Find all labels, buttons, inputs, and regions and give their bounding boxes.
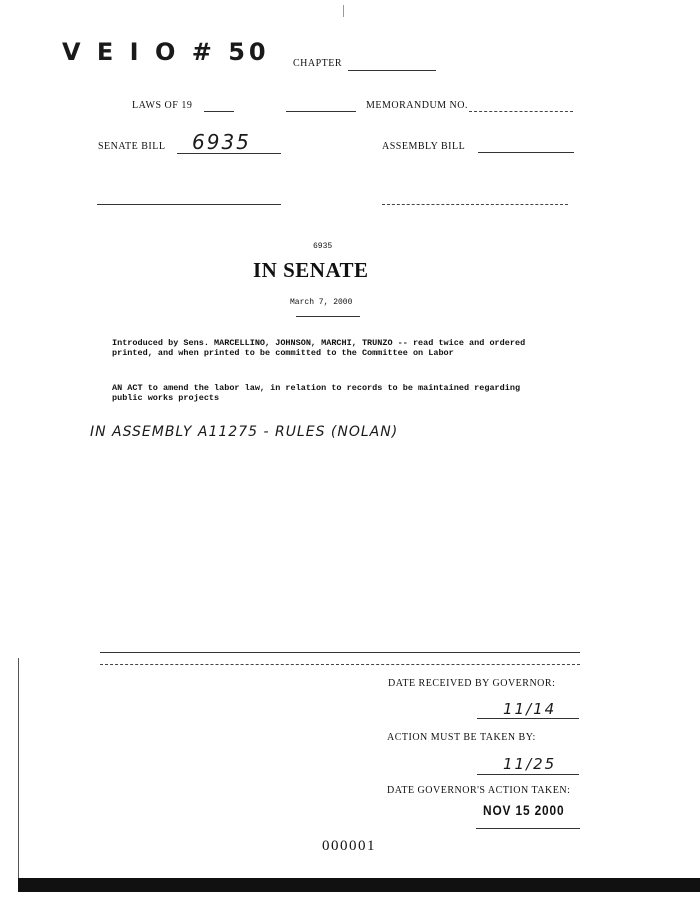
- action-taken-stamp: NOV 15 2000: [483, 802, 565, 818]
- senate-bill-number: 6935: [192, 130, 251, 154]
- date-underline: [296, 316, 360, 317]
- page-number: 000001: [322, 838, 376, 854]
- scan-mark: [343, 5, 344, 17]
- received-line: [477, 718, 579, 719]
- action-by-label: ACTION MUST BE TAKEN BY:: [387, 732, 536, 743]
- scan-edge-left: [18, 658, 19, 880]
- divider-line-top: [100, 652, 580, 653]
- memorandum-line: [469, 111, 573, 112]
- memorandum-label: MEMORANDUM NO.: [366, 100, 469, 111]
- bill-date: March 7, 2000: [290, 298, 353, 307]
- scan-edge-bottom-fade: [0, 892, 700, 900]
- action-by-line: [477, 774, 579, 775]
- act-text: AN ACT to amend the labor law, in relation to records to be maintained regarding public works projects: [112, 383, 521, 403]
- chapter-label: CHAPTER: [293, 58, 343, 69]
- divider-line-bottom: [100, 664, 580, 665]
- signature-line-left: [97, 204, 281, 205]
- signature-line-right: [382, 204, 568, 205]
- veto-mark: V E I O # 50: [62, 38, 270, 66]
- assembly-bill-line: [478, 152, 574, 153]
- assembly-note: IN ASSEMBLY A11275 - RULES (NOLAN): [90, 424, 399, 440]
- action-taken-line: [476, 828, 580, 829]
- action-taken-label: DATE GOVERNOR'S ACTION TAKEN:: [387, 785, 571, 796]
- laws-year-line: [204, 111, 234, 112]
- received-label: DATE RECEIVED BY GOVERNOR:: [388, 678, 556, 689]
- received-value: 11/14: [503, 700, 557, 718]
- chamber-title: IN SENATE: [253, 258, 369, 282]
- laws-line: [286, 111, 356, 112]
- action-by-value: 11/25: [503, 755, 557, 773]
- assembly-bill-label: ASSEMBLY BILL: [382, 141, 466, 152]
- introduced-text: Introduced by Sens. MARCELLINO, JOHNSON, MARCHI, TRUNZO -- read twice and ordered printed, and when printed to be committed to the Committee on Labor: [112, 338, 526, 358]
- senate-bill-label: SENATE BILL: [98, 141, 166, 152]
- chapter-line: [348, 70, 436, 71]
- senate-bill-line: [177, 153, 281, 154]
- scan-edge-bottom: [18, 878, 700, 892]
- laws-label: LAWS OF 19: [132, 100, 193, 111]
- bill-number-small: 6935: [313, 242, 333, 251]
